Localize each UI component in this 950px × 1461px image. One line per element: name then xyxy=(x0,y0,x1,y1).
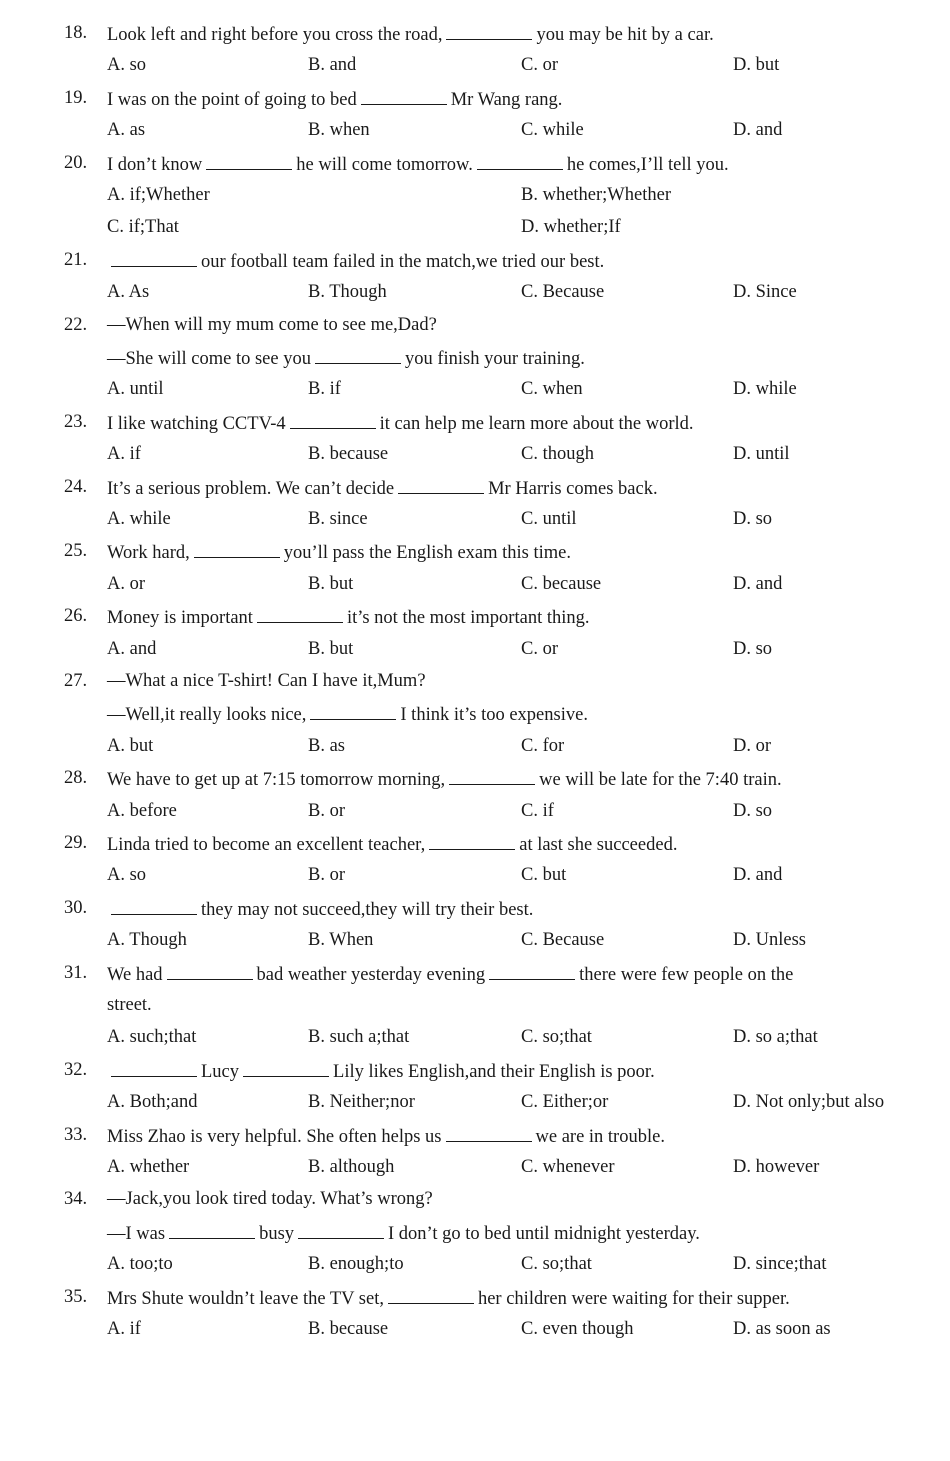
question-text: I don’t go to bed until midnight yesterday. xyxy=(388,1223,700,1244)
answer-blank[interactable] xyxy=(489,961,575,980)
option-a[interactable]: A. whether xyxy=(107,1157,190,1177)
question-line xyxy=(0,863,950,887)
question-line xyxy=(0,669,950,693)
option-c[interactable]: C. so;that xyxy=(521,1027,592,1048)
question-text: Mr Wang rang. xyxy=(450,89,563,110)
question-line xyxy=(0,1220,950,1244)
question-number: 34. xyxy=(64,1189,88,1210)
option-b[interactable]: B. such a;that xyxy=(308,1027,410,1048)
question-text: We had xyxy=(107,964,163,985)
option-a[interactable]: A. if;Whether xyxy=(107,185,210,205)
option-c[interactable]: C. whenever xyxy=(521,1157,615,1177)
question-text: you’ll pass the English exam this time. xyxy=(283,543,571,564)
question-text: Lily likes English,and their English is poor. xyxy=(333,1061,655,1082)
question-stem-continued xyxy=(107,1220,700,1246)
option-c[interactable]: C. but xyxy=(521,865,567,886)
question-stem xyxy=(107,410,694,436)
option-d[interactable]: D. so xyxy=(733,638,773,659)
question-text: Miss Zhao is very helpful. She often helps us xyxy=(107,1126,442,1147)
question-line xyxy=(0,1090,950,1114)
question-text: we are in trouble. xyxy=(535,1126,665,1147)
option-a[interactable]: A. and xyxy=(107,638,157,659)
question-line xyxy=(0,442,950,466)
question-text: —What a nice T-shirt! Can I have it,Mum? xyxy=(107,671,426,691)
question-text: Work hard, xyxy=(107,543,190,564)
question-number: 18. xyxy=(64,23,88,43)
option-d[interactable]: D. and xyxy=(733,573,783,594)
question-text: bad weather yesterday evening xyxy=(256,964,486,985)
question-number: 25. xyxy=(64,541,88,562)
question-stem xyxy=(107,961,793,987)
question-number: 27. xyxy=(64,671,88,691)
question-line xyxy=(0,734,950,758)
question-text: her children were waiting for their supper. xyxy=(477,1288,790,1309)
option-d[interactable]: D. Not only;but also xyxy=(733,1092,885,1113)
option-d[interactable]: D. so xyxy=(733,509,773,529)
question-line xyxy=(0,961,950,985)
option-d[interactable]: D. so a;that xyxy=(733,1027,818,1048)
answer-blank[interactable] xyxy=(429,831,515,850)
question-line xyxy=(0,766,950,790)
question-text: Look left and right before you cross the road, xyxy=(107,25,443,45)
option-d[interactable]: D. or xyxy=(733,735,772,756)
option-b[interactable]: B. when xyxy=(308,120,370,141)
question-line xyxy=(0,1317,950,1341)
answer-blank[interactable] xyxy=(477,151,563,170)
option-c[interactable]: C. when xyxy=(521,379,583,400)
question-text: it’s not the most important thing. xyxy=(346,608,590,629)
option-a[interactable]: A. but xyxy=(107,735,154,756)
option-c[interactable]: C. so;that xyxy=(521,1254,592,1275)
option-a[interactable]: A. or xyxy=(107,573,146,594)
question-line xyxy=(0,1123,950,1147)
question-line xyxy=(0,831,950,855)
option-b[interactable]: B. or xyxy=(308,865,345,886)
option-b[interactable]: B. Though xyxy=(308,282,387,303)
option-b[interactable]: B. Neither;nor xyxy=(308,1092,415,1113)
question-text: Lucy xyxy=(201,1061,240,1082)
question-number: 35. xyxy=(64,1286,88,1307)
question-line xyxy=(0,183,950,207)
question-line xyxy=(0,1058,950,1082)
question-number: 23. xyxy=(64,411,88,432)
question-number: 28. xyxy=(64,768,88,789)
question-text: at last she succeeded. xyxy=(519,835,678,855)
question-line xyxy=(0,572,950,596)
answer-blank[interactable] xyxy=(169,1220,255,1239)
option-b[interactable]: B. because xyxy=(308,1319,389,1339)
option-a[interactable]: A. if xyxy=(107,444,141,465)
question-stem xyxy=(107,1058,655,1084)
question-stem xyxy=(107,248,604,274)
option-c[interactable]: C. if xyxy=(521,800,554,821)
option-a[interactable]: A. as xyxy=(107,120,146,141)
question-text: I was on the point of going to bed xyxy=(107,89,357,110)
option-c[interactable]: C. though xyxy=(521,444,594,465)
question-text: you may be hit by a car. xyxy=(536,25,714,45)
question-line xyxy=(0,701,950,725)
question-stem-continued: street. xyxy=(107,995,152,1015)
question-line xyxy=(0,1155,950,1179)
question-number: 31. xyxy=(64,962,88,983)
question-line xyxy=(0,280,950,304)
question-line xyxy=(0,539,950,563)
question-number: 33. xyxy=(64,1124,88,1145)
option-a[interactable]: A. while xyxy=(107,509,171,529)
question-stem xyxy=(107,313,437,337)
option-b[interactable]: B. as xyxy=(308,735,345,756)
question-text: they may not succeed,they will try their best. xyxy=(201,899,534,920)
question-line xyxy=(0,345,950,369)
question-line xyxy=(0,896,950,920)
answer-blank[interactable] xyxy=(206,151,292,170)
option-a[interactable]: A. Though xyxy=(107,930,187,951)
question-number: 20. xyxy=(64,152,88,173)
question-stem xyxy=(107,475,658,501)
question-stem xyxy=(107,896,533,922)
question-stem xyxy=(107,604,590,630)
option-a[interactable]: A. if xyxy=(107,1319,141,1339)
question-text: you finish your training. xyxy=(404,349,585,369)
question-text: It’s a serious problem. We can’t decide xyxy=(107,478,395,499)
option-c[interactable]: C. if;That xyxy=(107,217,179,238)
option-d[interactable]: D. whether;If xyxy=(521,217,621,238)
question-stem xyxy=(107,831,677,857)
question-text: Linda tried to become an excellent teacher, xyxy=(107,835,426,855)
question-line xyxy=(0,928,950,952)
question-stem xyxy=(107,539,571,565)
option-d[interactable]: D. while xyxy=(733,379,797,400)
option-b[interactable]: B. since xyxy=(308,509,368,529)
option-b[interactable]: B. although xyxy=(308,1157,395,1177)
answer-blank[interactable] xyxy=(167,961,253,980)
answer-blank[interactable] xyxy=(446,21,532,40)
question-line xyxy=(0,118,950,142)
question-text: —Well,it really looks nice, xyxy=(107,705,307,726)
answer-blank[interactable] xyxy=(111,1058,197,1077)
question-line xyxy=(0,1252,950,1276)
option-b[interactable]: B. and xyxy=(308,55,357,76)
question-line xyxy=(0,507,950,531)
answer-blank[interactable] xyxy=(290,410,376,429)
option-b[interactable]: B. but xyxy=(308,638,354,659)
option-b[interactable]: B. but xyxy=(308,573,354,594)
option-d[interactable]: D. until xyxy=(733,444,790,465)
question-number: 22. xyxy=(64,314,88,335)
question-stem xyxy=(107,1123,665,1149)
question-stem xyxy=(107,151,729,177)
answer-blank[interactable] xyxy=(449,766,535,785)
answer-blank[interactable] xyxy=(298,1220,384,1239)
question-text: Mrs Shute wouldn’t leave the TV set, xyxy=(107,1288,384,1309)
question-text: he will come tomorrow. xyxy=(296,154,473,175)
option-a[interactable]: A. As xyxy=(107,282,150,303)
question-line xyxy=(0,993,950,1017)
question-stem-continued xyxy=(107,701,588,727)
question-text: I like watching CCTV-4 xyxy=(107,413,286,434)
question-line xyxy=(0,1285,950,1309)
answer-blank[interactable] xyxy=(315,345,401,364)
option-c[interactable]: C. while xyxy=(521,120,584,141)
question-text: Money is important xyxy=(107,608,253,629)
question-stem xyxy=(107,1187,433,1211)
question-stem xyxy=(107,86,562,112)
option-b[interactable]: B. or xyxy=(308,800,345,821)
question-text: there were few people on the xyxy=(579,964,794,985)
option-d[interactable]: D. and xyxy=(733,865,783,886)
option-b[interactable]: B. When xyxy=(308,930,374,951)
question-number: 19. xyxy=(64,87,88,108)
option-d[interactable]: D. so xyxy=(733,800,773,821)
question-line xyxy=(0,53,950,77)
answer-blank[interactable] xyxy=(388,1285,474,1304)
question-text: —When will my mum come to see me,Dad? xyxy=(107,314,437,335)
question-line xyxy=(0,151,950,175)
answer-blank[interactable] xyxy=(111,896,197,915)
option-d[interactable]: D. and xyxy=(733,120,783,141)
question-line xyxy=(0,1025,950,1049)
question-text: I think it’s too expensive. xyxy=(400,705,588,726)
question-line xyxy=(0,377,950,401)
option-d[interactable]: D. as soon as xyxy=(733,1319,831,1339)
question-line xyxy=(0,475,950,499)
option-b[interactable]: B. enough;to xyxy=(308,1254,404,1275)
answer-blank[interactable] xyxy=(194,539,280,558)
option-d[interactable]: D. however xyxy=(733,1157,820,1177)
question-number: 32. xyxy=(64,1059,88,1080)
question-number: 29. xyxy=(64,833,88,853)
option-b[interactable]: B. if xyxy=(308,379,341,400)
question-stem xyxy=(107,21,714,47)
question-text: our football team failed in the match,we tried our best. xyxy=(201,251,605,272)
option-c[interactable]: C. because xyxy=(521,573,602,594)
answer-blank[interactable] xyxy=(111,248,197,267)
option-a[interactable]: A. before xyxy=(107,800,177,821)
question-text: I don’t know xyxy=(107,154,203,175)
question-stem xyxy=(107,766,782,792)
question-text: we will be late for the 7:40 train. xyxy=(539,770,782,791)
option-d[interactable]: D. but xyxy=(733,55,780,76)
option-d[interactable]: D. Unless xyxy=(733,930,806,951)
question-text: he comes,I’ll tell you. xyxy=(566,154,729,175)
question-stem-continued xyxy=(107,345,585,371)
question-line xyxy=(0,313,950,337)
option-b[interactable]: B. whether;Whether xyxy=(521,185,671,205)
question-text: it can help me learn more about the world. xyxy=(379,413,694,434)
question-number: 30. xyxy=(64,897,88,918)
question-line xyxy=(0,21,950,45)
question-line xyxy=(0,799,950,823)
answer-blank[interactable] xyxy=(257,604,343,623)
option-c[interactable]: C. even though xyxy=(521,1319,634,1339)
option-a[interactable]: A. so xyxy=(107,55,147,76)
question-stem xyxy=(107,1285,790,1311)
option-c[interactable]: C. Either;or xyxy=(521,1092,609,1113)
option-c[interactable]: C. for xyxy=(521,735,565,756)
option-d[interactable]: D. Since xyxy=(733,282,797,303)
answer-blank[interactable] xyxy=(398,475,484,494)
option-c[interactable]: C. Because xyxy=(521,282,605,303)
question-text: busy xyxy=(259,1223,295,1244)
answer-blank[interactable] xyxy=(446,1123,532,1142)
question-text: —I was xyxy=(107,1223,166,1244)
question-text: —She will come to see you xyxy=(107,349,311,369)
option-d[interactable]: D. since;that xyxy=(733,1254,827,1275)
answer-blank[interactable] xyxy=(243,1058,329,1077)
question-stem xyxy=(107,669,426,693)
answer-blank[interactable] xyxy=(310,701,396,720)
question-line xyxy=(0,248,950,272)
option-a[interactable]: A. such;that xyxy=(107,1027,197,1048)
question-line xyxy=(0,86,950,110)
option-c[interactable]: C. or xyxy=(521,55,558,76)
question-text: Mr Harris comes back. xyxy=(488,478,658,499)
question-line xyxy=(0,637,950,661)
option-a[interactable]: A. so xyxy=(107,865,147,886)
answer-blank[interactable] xyxy=(361,86,447,105)
question-text: We have to get up at 7:15 tomorrow morning, xyxy=(107,770,446,791)
question-line xyxy=(0,604,950,628)
question-number: 21. xyxy=(64,249,88,270)
question-line xyxy=(0,215,950,239)
option-a[interactable]: A. too;to xyxy=(107,1254,173,1275)
option-a[interactable]: A. Both;and xyxy=(107,1092,198,1113)
option-c[interactable]: C. Because xyxy=(521,930,605,951)
question-line xyxy=(0,410,950,434)
option-a[interactable]: A. until xyxy=(107,379,164,400)
question-number: 26. xyxy=(64,606,88,627)
option-c[interactable]: C. or xyxy=(521,638,558,659)
option-b[interactable]: B. because xyxy=(308,444,389,465)
question-text: —Jack,you look tired today. What’s wrong? xyxy=(107,1189,433,1210)
question-number: 24. xyxy=(64,476,88,497)
question-line xyxy=(0,1187,950,1211)
option-c[interactable]: C. until xyxy=(521,509,577,529)
